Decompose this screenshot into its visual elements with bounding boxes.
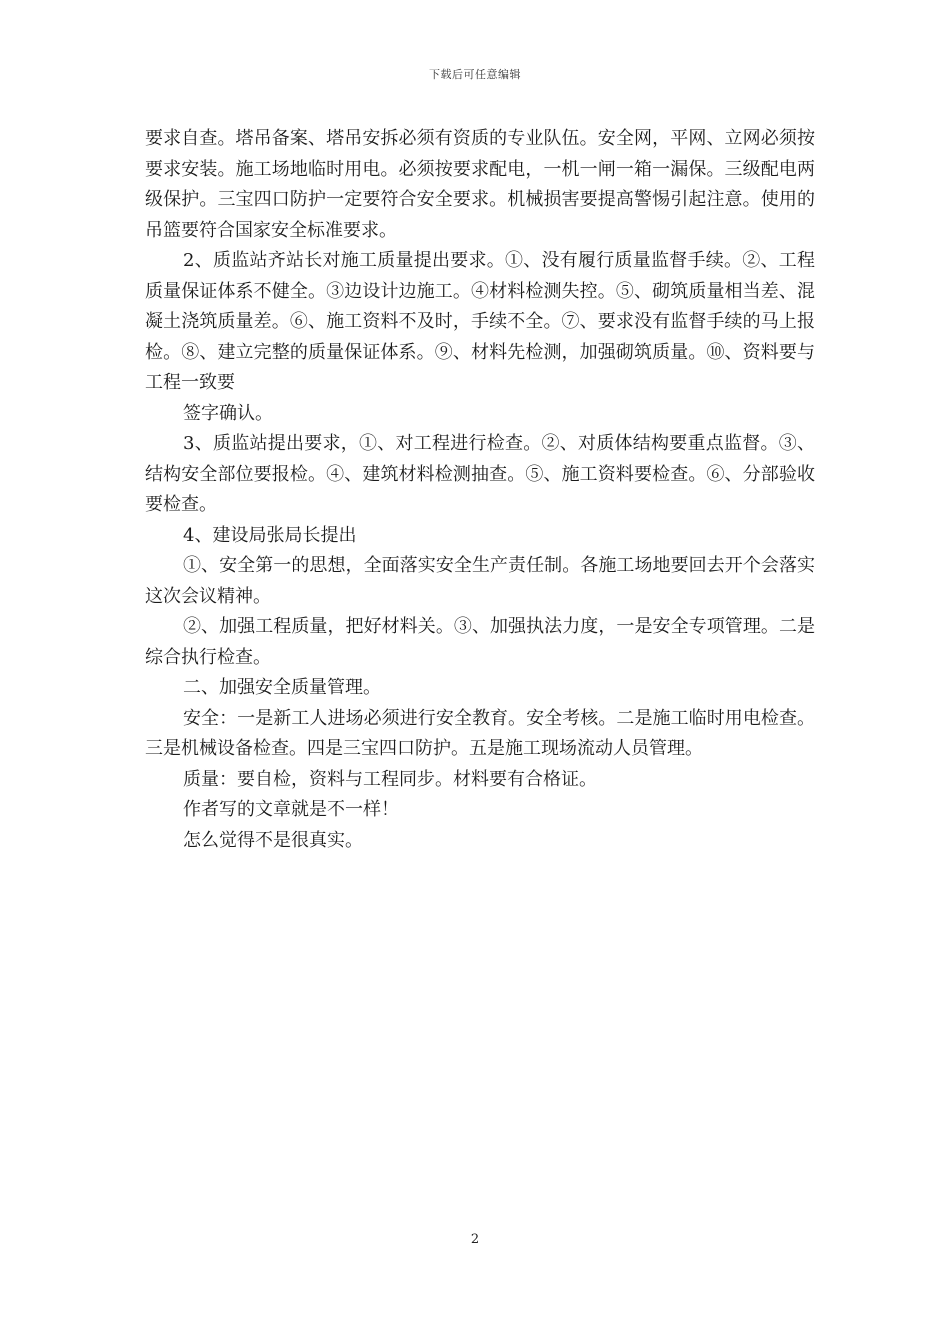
paragraph-9: 安全：一是新工人进场必须进行安全教育。安全考核。二是施工临时用电检查。三是机械设备检查。四是三宝四口防护。五是施工现场流动人员管理。 xyxy=(145,707,815,759)
page-number: 2 xyxy=(470,1232,480,1247)
paragraph-5: 4、建设局张局长提出 xyxy=(183,524,357,546)
paragraph-10: 质量：要自检，资料与工程同步。材料要有合格证。 xyxy=(183,768,597,790)
paragraph-6: ①、安全第一的思想，全面落实安全生产责任制。各施工场地要回去开个会落实这次会议精神。 xyxy=(145,555,815,607)
paragraph-7: ②、加强工程质量，把好材料关。③、加强执法力度，一是安全专项管理。二是综合执行检查。 xyxy=(145,616,815,668)
document-body xyxy=(145,124,815,856)
paragraph-8: 二、加强安全质量管理。 xyxy=(183,677,381,698)
paragraph-1: 要求自查。塔吊备案、塔吊安拆必须有资质的专业队伍。安全网，平网、立网必须按要求安装。施工场地临时用电。必须按要求配电，一机一闸一箱一漏保。三级配电两级保护。三宝四口防护一定要符合安全要求。机械损害要提高警惕引起注意。使用的吊篮要符合国家安全标准要求。 xyxy=(145,128,815,241)
paragraph-2: 2、质监站齐站长对施工质量提出要求。①、没有履行质量监督手续。②、工程质量保证体系不健全。③边设计边施工。④材料检测失控。⑤、砌筑质量相当差、混凝土浇筑质量差。⑥、施工资料不及时，手续不全。⑦、要求没有监督手续的马上报检。⑧、建立完整的质量保证体系。⑨、材料先检测，加强砌筑质量。⑩、资料要与工程一致要 xyxy=(145,250,815,393)
paragraph-12: 怎么觉得不是很真实。 xyxy=(183,829,363,851)
paragraph-4: 3、质监站提出要求，①、对工程进行检查。②、对质体结构要重点监督。③、结构安全部位要报检。④、建筑材料检测抽查。⑤、施工资料要检查。⑥、分部验收要检查。 xyxy=(145,433,815,515)
page-header: 下载后可任意编辑 xyxy=(429,68,521,81)
paragraph-3: 签字确认。 xyxy=(183,402,273,424)
paragraph-11: 作者写的文章就是不一样！ xyxy=(183,799,399,820)
